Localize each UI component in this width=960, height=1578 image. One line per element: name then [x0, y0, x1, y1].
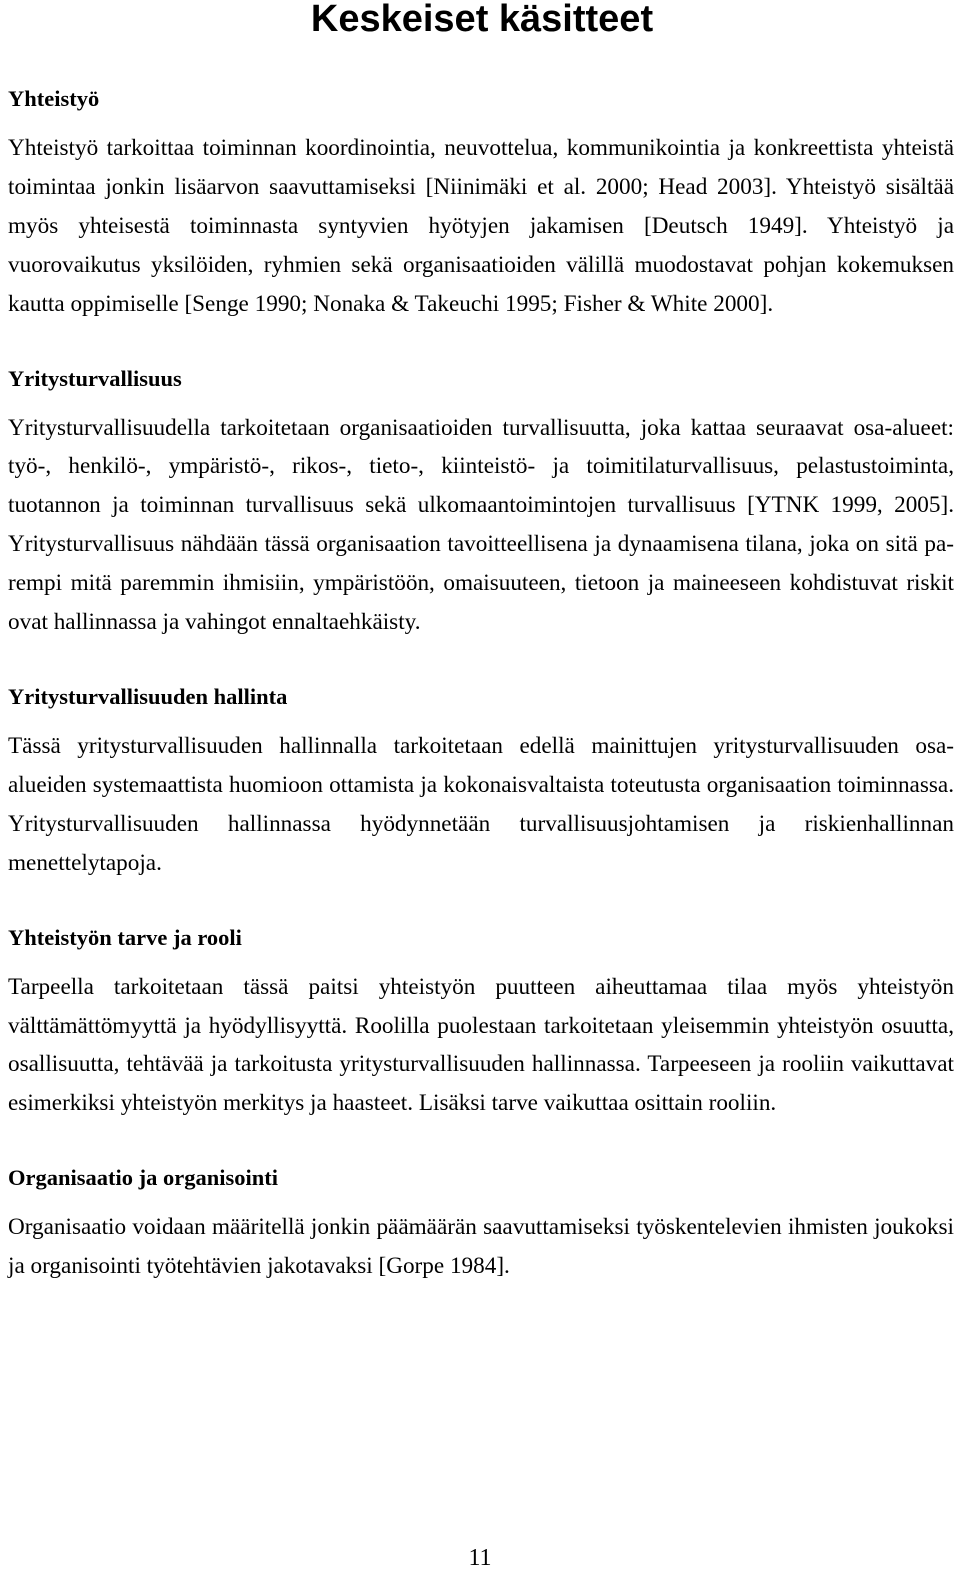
section-heading: Yhteistyö — [8, 86, 100, 111]
page-title: Keskeiset käsitteet — [310, 0, 654, 40]
section-yritysturvallisuus — [8, 360, 954, 642]
section-body: Tarpeella tarkoitetaan tässä paitsi yhteistyön puutteen aiheuttamaa tilaa myös yhteistyön välttämättömyyttä ja hyödyllisyyttä. Roolilla puolestaan tarkoitetaan yleisemmin yhteistyön osuutta, osallisuutta, tehtävää ja tarkoitusta yritysturvallisuuden hallinnassa. Tarpeeseen ja rooliin vaikuttavat esimerkiksi yhteistyön merkitys ja haasteet. Lisäksi tarve vaikuttaa osittain rooliin. — [8, 973, 954, 1117]
section-yritysturvallisuuden-hallinta — [8, 678, 954, 883]
section-heading: Organisaatio ja organisointi — [8, 1165, 279, 1191]
section-body: Tässä yritysturvallisuuden hallinnalla tarkoitetaan edellä mainittujen yritysturvallisuuden osa-alueiden systemaattista huomioon ottamista ja kokonaisvaltaista toteutusta organisaation toiminnassa. Yritysturvallisuuden hallinnassa hyödynnetään turvallisuusjohtamisen ja riskienhallinnan menettelytapoja. — [8, 732, 954, 876]
section-body: Yhteistyö tarkoittaa toiminnan koordinointia, neuvottelua, kommunikointia ja konkreettista yhteistä toimintaa jonkin lisäarvon saavuttamiseksi [Niinimäki et al. 2000; Head 2003]. Yhteistyö sisältää myös yhteisestä toiminnasta syntyvien hyötyjen jakamisen [Deutsch 1949]. Yhteistyö ja vuorovaikutus yksilöiden, ryhmien sekä organisaatioiden välillä muodostavat pohjan kokemuksen kautta oppimiselle [Senge 1990; Nonaka & Takeuchi 1995; Fisher & White 2000]. — [8, 135, 954, 317]
section-heading: Yhteistyön tarve ja rooli — [8, 924, 242, 950]
section-yhteistyon-tarve-ja-rooli — [8, 919, 954, 1124]
page-number: 11 — [468, 1545, 492, 1571]
section-body: Yritysturvallisuudella tarkoitetaan organisaatioiden turvallisuutta, joka kattaa seuraavat osa-alueet: työ-, henkilö-, ympäristö-, rikos-, tieto-, kiinteistö- ja toimitilaturvallisuus, pelastustoiminta, tuotannon ja toiminnan turvallisuus sekä ulkomaantoimintojen turvallisuus [YTNK 1999, 2005]. Yritysturvallisuus nähdään tässä organisaation tavoitteellisena ja dynaamisena tilana, joka on sitä parempi mitä paremmin ihmisiin, ympäristöön, omaisuuteen, tietoon ja maineeseen kohdistuvat riskit ovat hallinnassa ja vahingot ennaltaehkäisty. — [8, 414, 954, 636]
document-content — [8, 80, 954, 1322]
section-body: Organisaatio voidaan määritellä jonkin päämäärän saavuttamiseksi työskentelevien ihmisten joukoksi ja organisointi työtehtävien jakotavaksi [Gorpe 1984]. — [8, 1214, 954, 1280]
section-heading: Yritysturvallisuuden hallinta — [8, 683, 288, 709]
section-organisaatio-ja-organisointi — [8, 1159, 954, 1286]
section-heading: Yritysturvallisuus — [8, 365, 182, 391]
section-yhteistyo — [8, 80, 954, 324]
